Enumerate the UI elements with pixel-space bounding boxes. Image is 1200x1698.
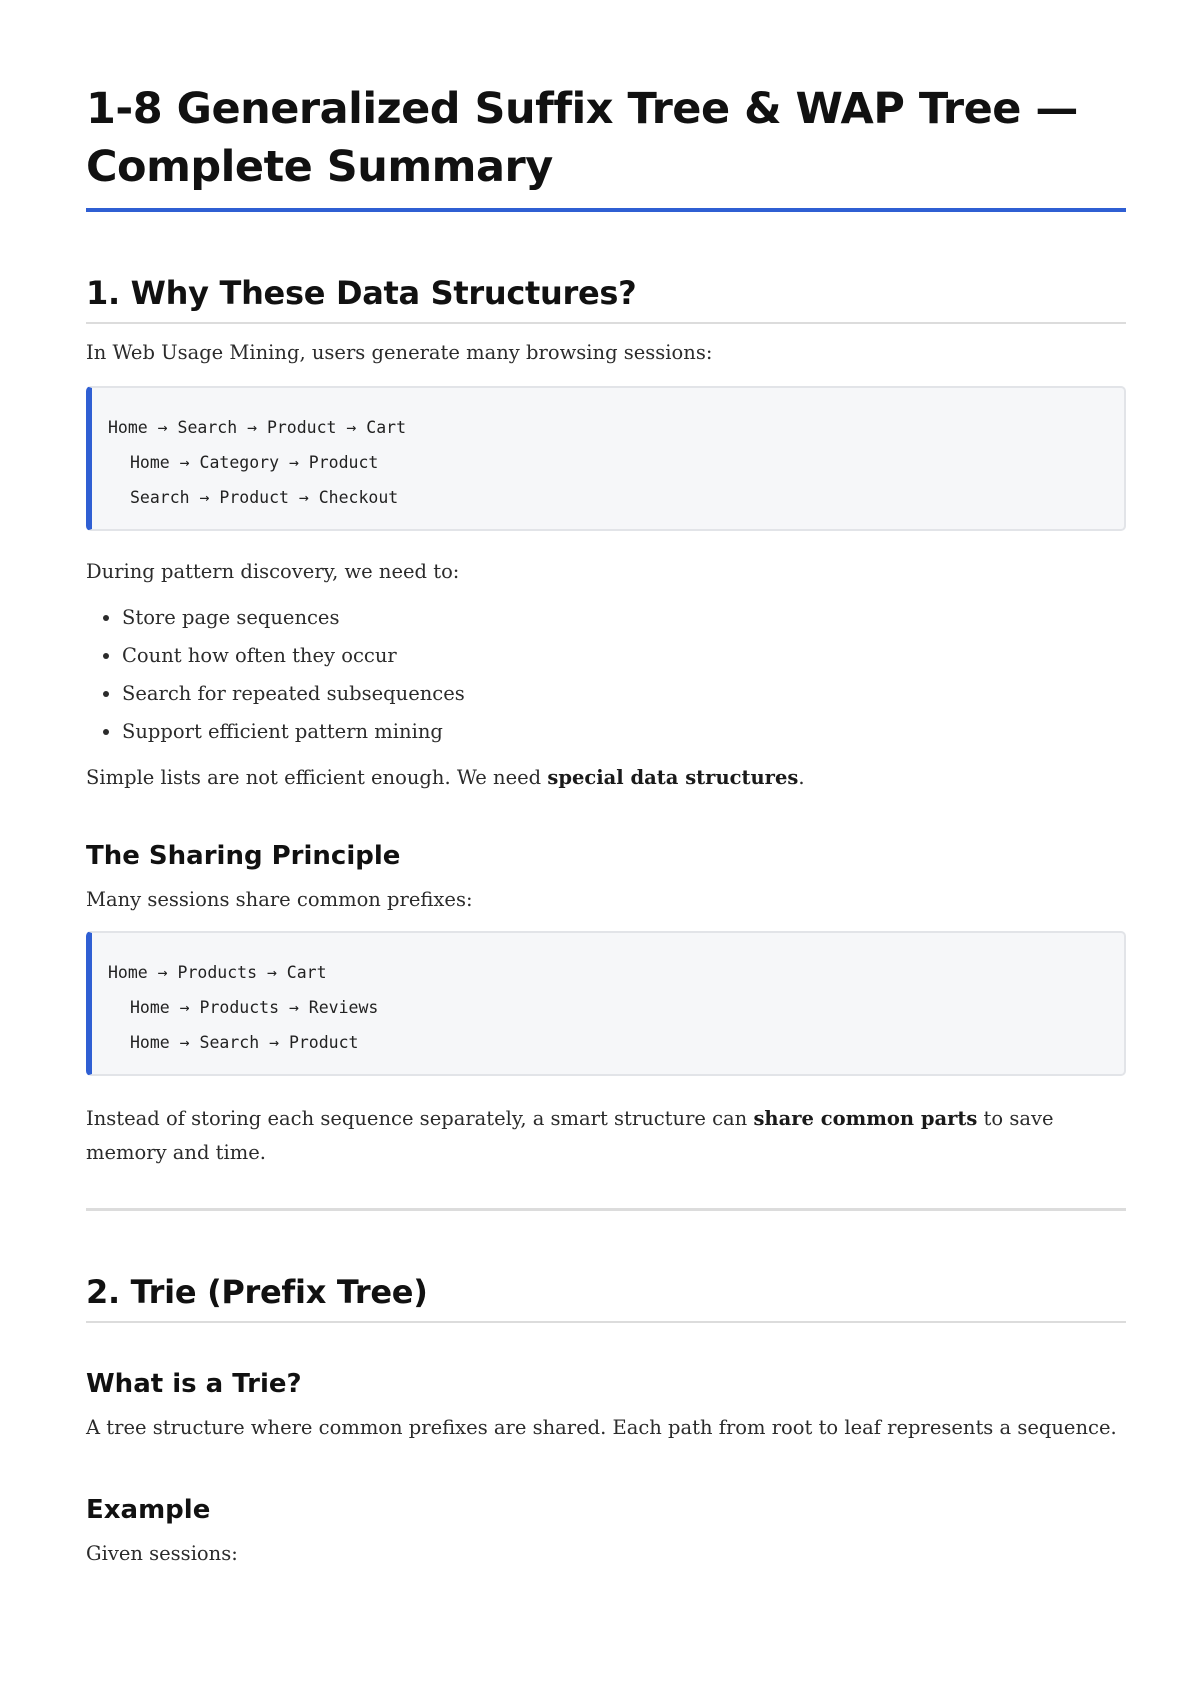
example-heading: Example — [86, 1495, 211, 1525]
list-item: • Count how often they occur — [122, 637, 1126, 675]
section-2-heading: 2. Trie (Prefix Tree) — [86, 1271, 1126, 1323]
section-1-heading: 1. Why These Data Structures? — [86, 272, 1126, 324]
example-intro: Given sessions: — [86, 1542, 238, 1565]
sharing-text: Instead of storing each sequence separately, a smart structure can — [86, 1107, 754, 1130]
trie-definition-text: A tree structure where common prefixes are shared. Each path from root to leaf represents a sequence. — [86, 1416, 1117, 1439]
sharing-intro: Many sessions share common prefixes: — [86, 888, 473, 911]
sessions-code-block — [86, 386, 1126, 531]
document-title: 1-8 Generalized Suffix Tree & WAP Tree — Complete Summary — [86, 80, 1126, 212]
list-item: • Search for repeated subsequences — [122, 675, 1126, 713]
section-1-conclusion — [86, 761, 1126, 795]
section-divider — [86, 1208, 1126, 1211]
document-page — [86, 80, 1126, 1571]
sharing-explanation — [86, 1102, 1126, 1170]
code-line: Home → Category → Product — [130, 453, 379, 472]
code-line: Home → Products → Cart — [108, 963, 327, 982]
conclusion-emphasis: special data structures — [547, 766, 799, 789]
conclusion-text: Simple lists are not efficient enough. We need — [86, 766, 548, 789]
prefix-sessions-code-block — [86, 931, 1126, 1076]
sharing-principle-heading: The Sharing Principle — [86, 841, 401, 871]
code-line: Search → Product → Checkout — [130, 488, 399, 507]
sharing-text-end: to save memory and time. — [86, 1107, 1054, 1164]
needs-intro: During pattern discovery, we need to: — [86, 560, 460, 583]
list-item: • Store page sequences — [122, 599, 1126, 637]
code-line: Home → Search → Product → Cart — [108, 418, 407, 437]
needs-list — [86, 599, 1126, 751]
list-item: • Support efficient pattern mining — [122, 713, 1126, 751]
code-line: Home → Products → Reviews — [130, 998, 379, 1017]
section-1-intro: In Web Usage Mining, users generate many browsing sessions: — [86, 341, 713, 364]
sharing-emphasis: share common parts — [753, 1107, 978, 1130]
code-line: Home → Search → Product — [130, 1033, 359, 1052]
conclusion-end: . — [798, 766, 805, 789]
trie-definition-heading: What is a Trie? — [86, 1369, 302, 1399]
